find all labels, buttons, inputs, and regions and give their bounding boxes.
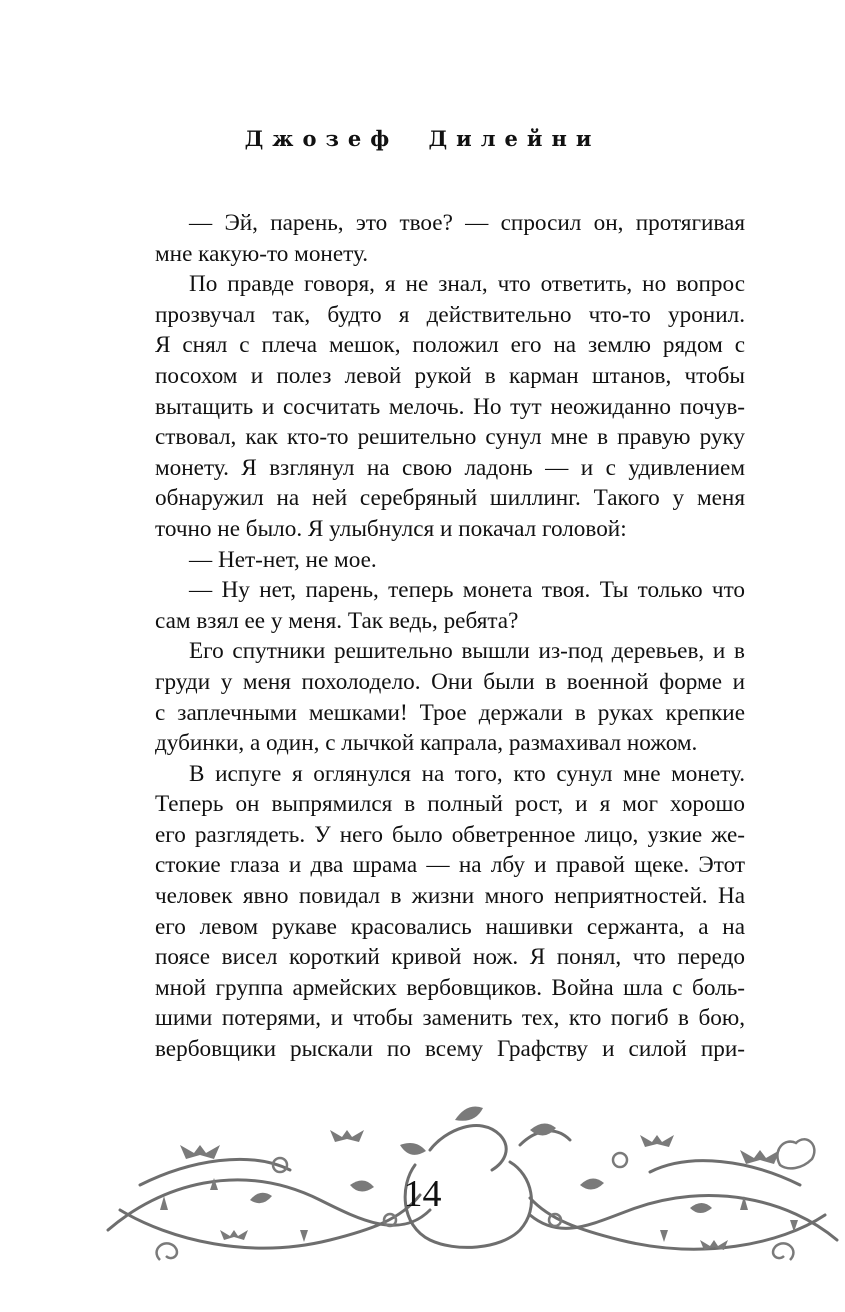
text-line: монету. Я взглянул на свою ладонь — и с удивлением (155, 454, 745, 481)
text-line: дубинки, а один, с лычкой капрала, размахивал ножом. (155, 730, 698, 757)
text-line: обнаружил на ней серебряный шиллинг. Такого у меня (155, 485, 745, 512)
text-line: его разглядеть. У него было обветренное лицо, узкие же- (155, 821, 745, 848)
text-line: мне какую-то монету. (155, 240, 369, 267)
text-line: с заплечными мешками! Трое держали в руках крепкие (155, 699, 745, 726)
text-line: груди у меня похолодело. Они были в военной форме и (155, 668, 745, 695)
body-text (155, 208, 745, 1065)
text-line: — Ну нет, парень, теперь монета твоя. Ты только что (189, 577, 745, 604)
text-line: — Нет-нет, не мое. (189, 546, 377, 573)
text-line: вытащить и сосчитать мелочь. Но тут неожиданно почув- (155, 393, 745, 420)
text-line: стокие глаза и два шрама — на лбу и правой щеке. Этот (155, 852, 745, 879)
text-line: Его спутники решительно вышли из-под деревьев, и в (189, 638, 745, 665)
text-line: вербовщики рыскали по всему Графству и силой при- (155, 1036, 745, 1063)
text-line: поясе висел короткий кривой нож. Я понял, что передо (155, 944, 745, 971)
running-header: Джозеф Дилейни (244, 126, 601, 151)
text-line: — Эй, парень, это твое? — спросил он, протягивая (189, 210, 745, 236)
text-line: сам взял ее у меня. Так ведь, ребята? (155, 607, 519, 634)
text-line: мной группа армейских вербовщиков. Война шла с боль- (155, 974, 745, 1001)
text-line: человек явно повидал в жизни много неприятностей. На (155, 883, 745, 910)
text-line: В испуге я оглянулся на того, кто сунул мне монету. (189, 760, 745, 787)
text-line: Теперь он выпрямился в полный рост, и я мог хорошо (155, 791, 745, 818)
text-line: шими потерями, и чтобы заменить тех, кто погиб в бою, (155, 1005, 745, 1032)
text-line: прозвучал так, будто я действительно что-то уронил. (155, 301, 745, 328)
text-line: По правде говоря, я не знал, что ответить, но вопрос (189, 271, 745, 298)
text-line: его левом рукаве красовались нашивки сержанта, а на (155, 913, 745, 940)
text-line: ствовал, как кто-то решительно сунул мне в правую руку (155, 424, 745, 451)
text-line: Я снял с плеча мешок, положил его на землю рядом с (155, 332, 745, 359)
text-line: посохом и полез левой рукой в карман штанов, чтобы (155, 362, 745, 389)
text-line: точно не было. Я улыбнулся и покачал головой: (155, 515, 627, 542)
page-number: 14 (403, 1173, 442, 1215)
